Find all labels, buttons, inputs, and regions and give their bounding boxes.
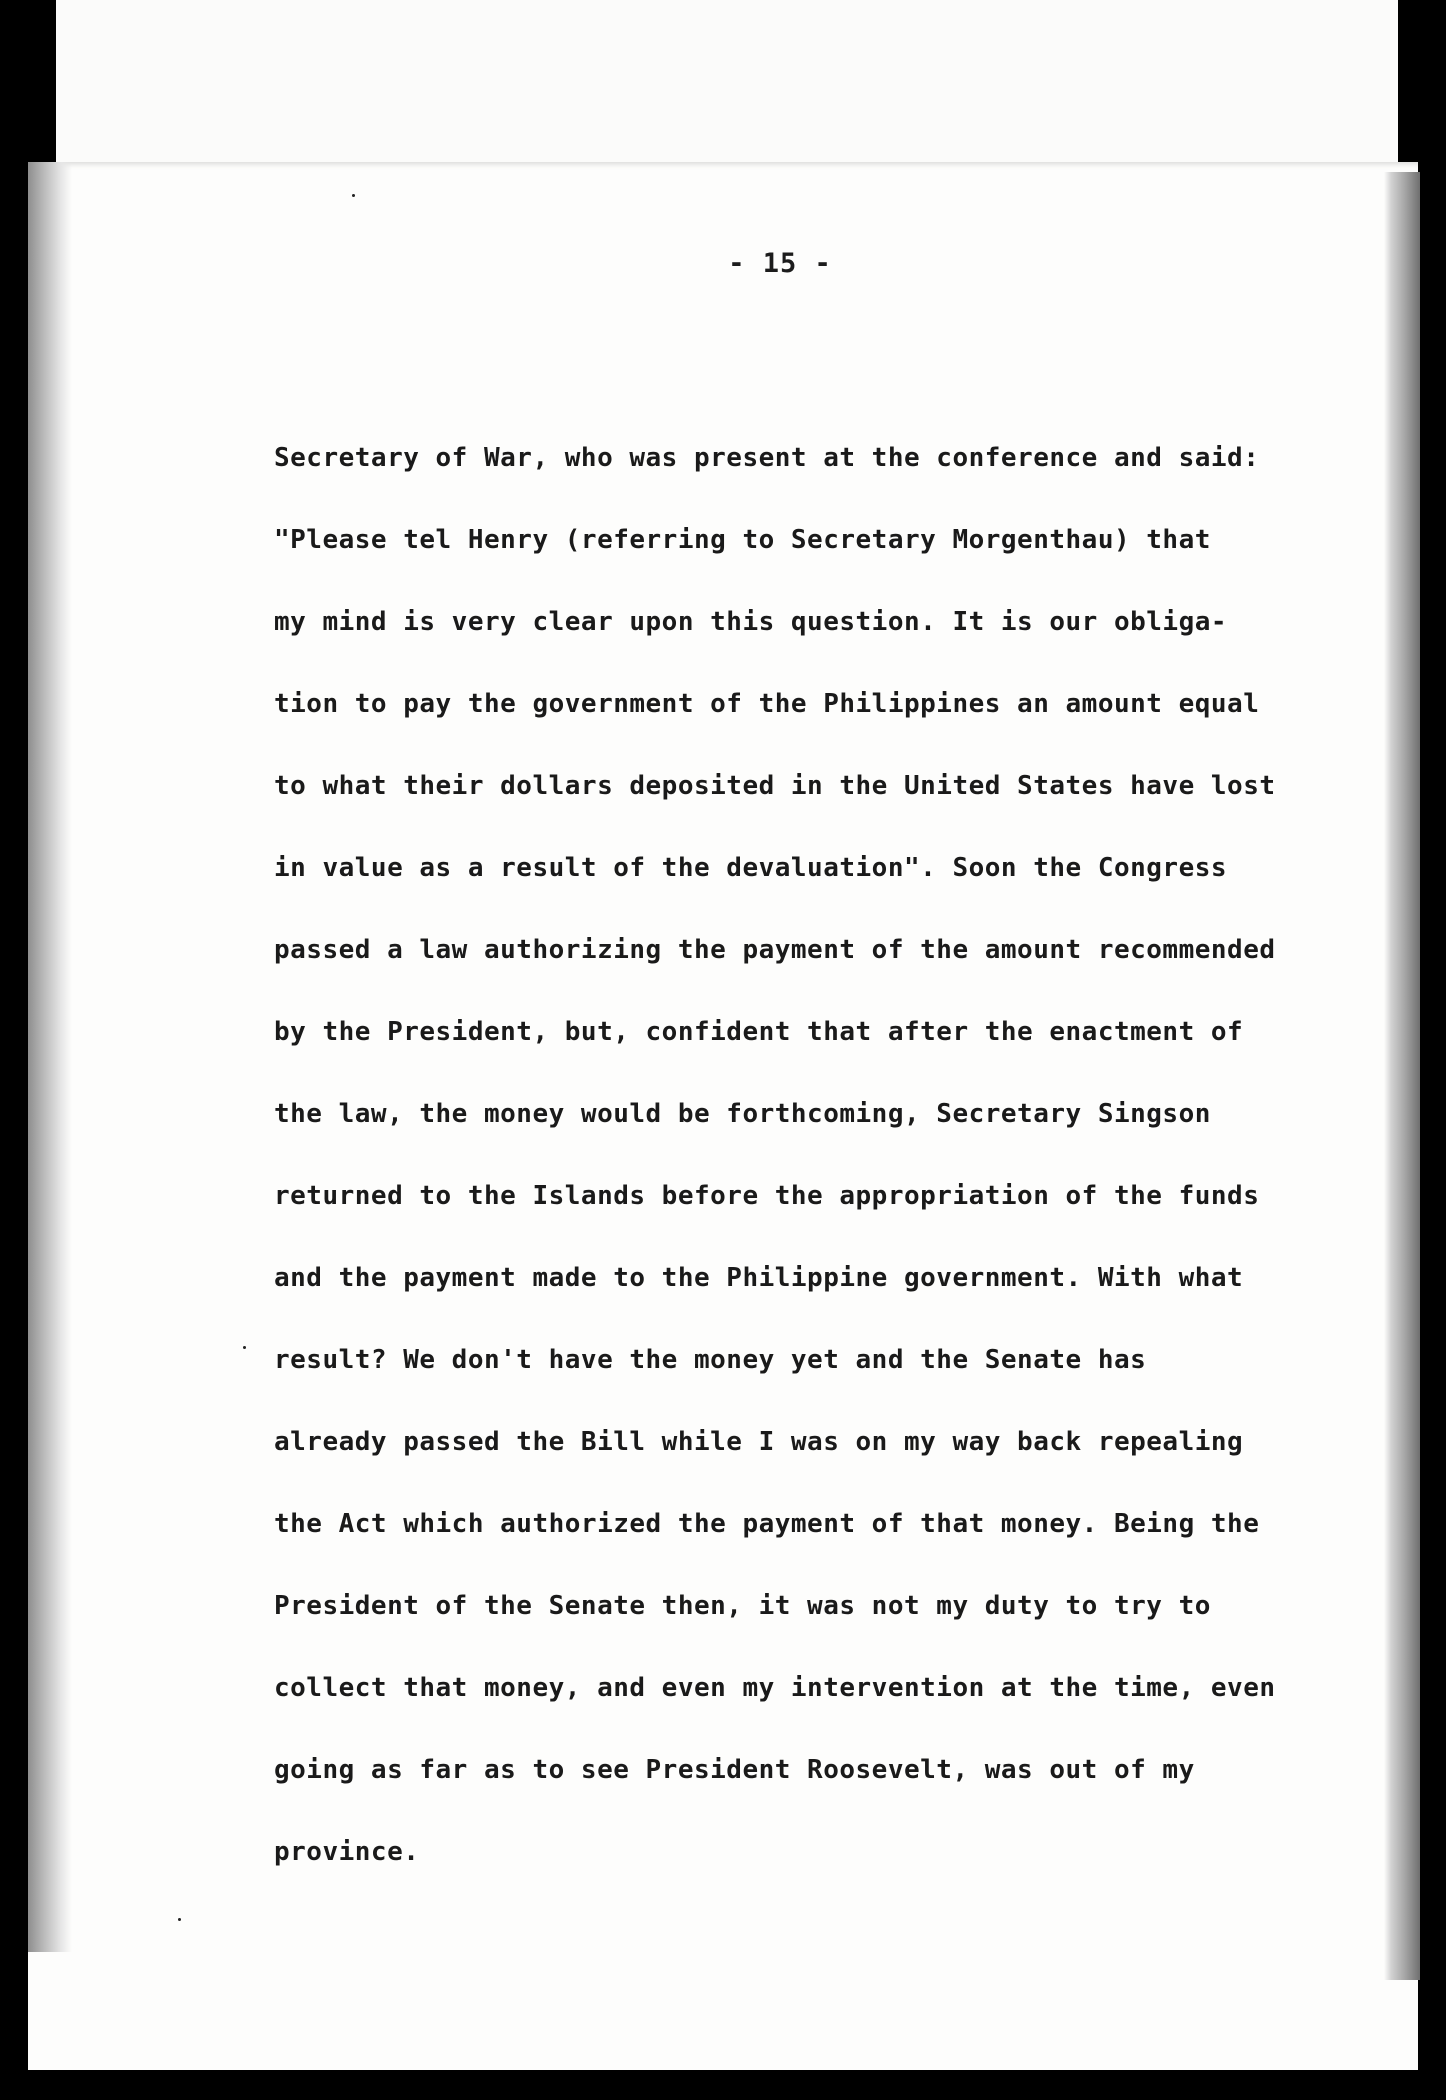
text-line: and the payment made to the Philippine government. With what [274,1263,1244,1293]
text-line: result? We don't have the money yet and the Senate has [274,1345,1147,1375]
ink-speck [178,1918,181,1921]
text-line: province. [274,1837,420,1867]
page-number: - 15 - [728,248,832,279]
text-line: my mind is very clear upon this question. It is our obliga- [274,607,1228,637]
text-line: returned to the Islands before the appropriation of the funds [274,1181,1260,1211]
ink-speck [243,1346,246,1349]
text-line: tion to pay the government of the Philippines an amount equal [274,689,1260,719]
text-line: to what their dollars deposited in the United States have lost [274,771,1276,801]
text-line: the law, the money would be forthcoming, Secretary Singson [274,1099,1211,1129]
text-line: passed a law authorizing the payment of the amount recommended [274,935,1276,965]
ink-speck [352,194,355,197]
text-line: the Act which authorized the payment of that money. Being the [274,1509,1260,1539]
text-line: "Please tel Henry (referring to Secretary Morgenthau) that [274,525,1211,555]
text-line: by the President, but, confident that after the enactment of [274,1017,1244,1047]
text-line: President of the Senate then, it was not my duty to try to [274,1591,1211,1621]
body-text [274,432,1334,1908]
right-shadow-edge [1384,172,1420,1980]
text-line: going as far as to see President Roosevelt, was out of my [274,1755,1195,1785]
text-line: already passed the Bill while I was on my way back repealing [274,1427,1244,1457]
text-line: collect that money, and even my intervention at the time, even [274,1673,1276,1703]
left-shadow-edge [28,162,72,1952]
text-line: Secretary of War, who was present at the conference and said: [274,443,1260,473]
text-line: in value as a result of the devaluation". Soon the Congress [274,853,1228,883]
